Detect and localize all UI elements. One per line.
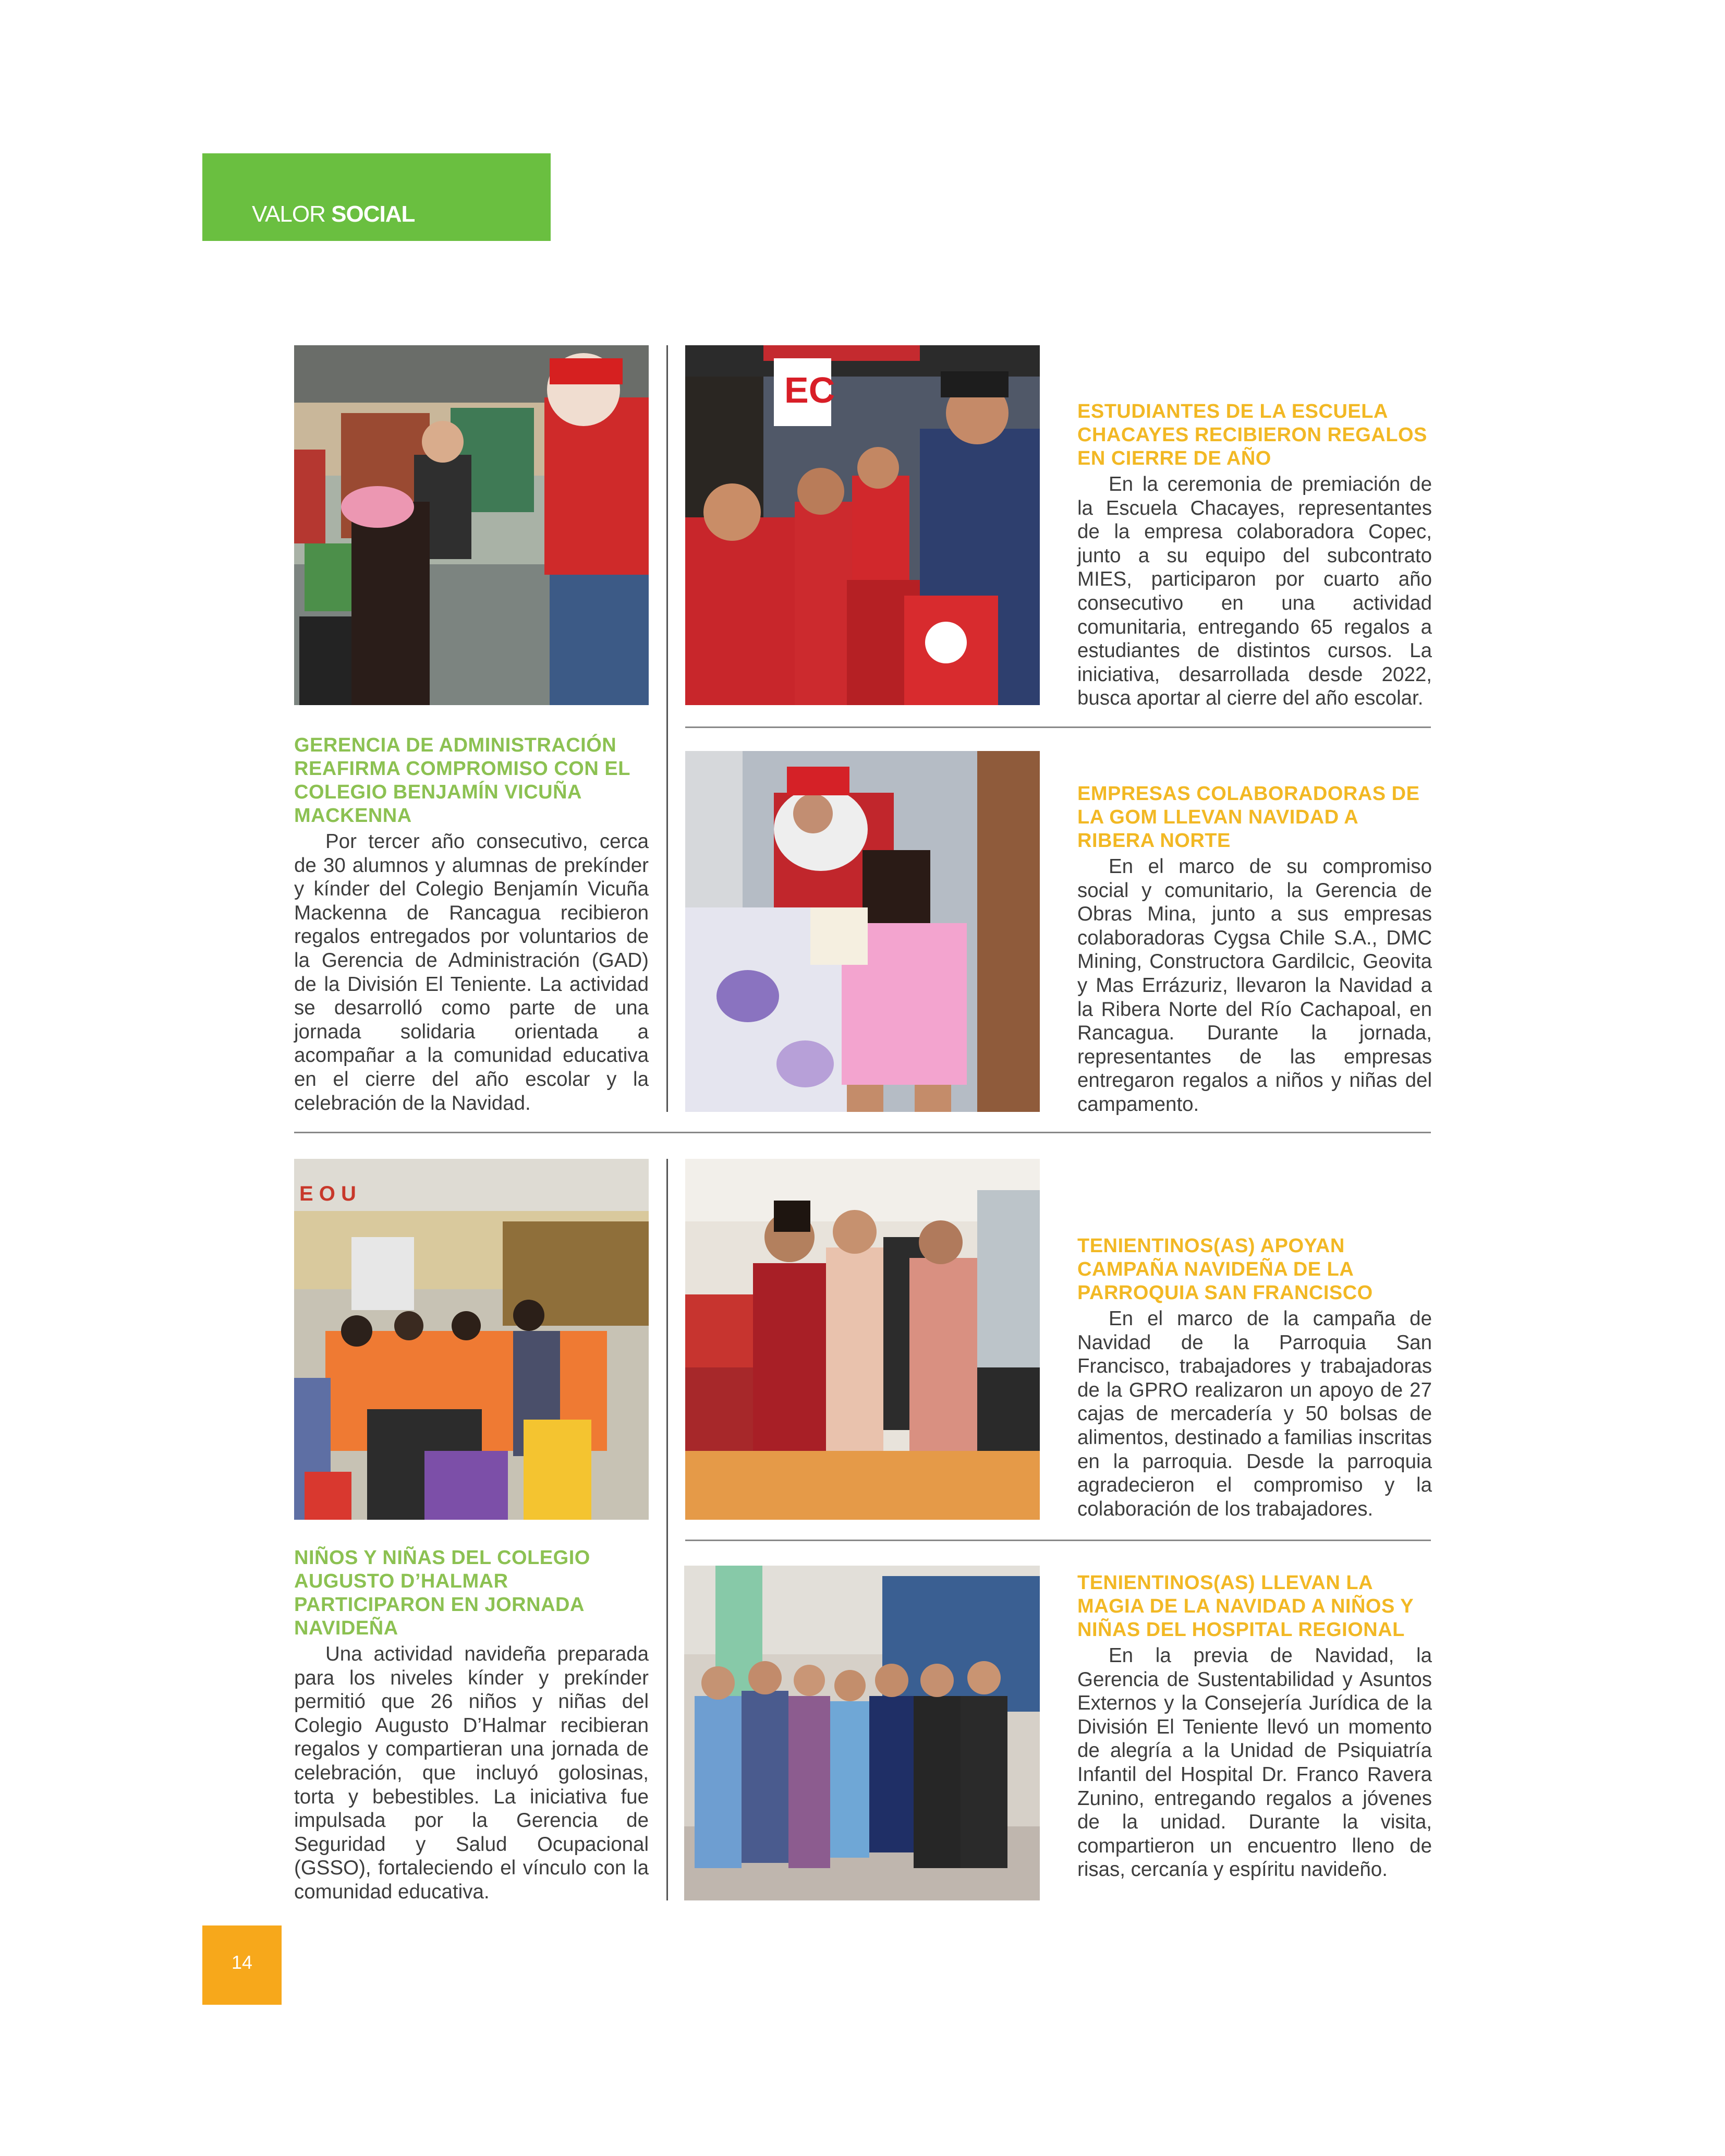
article-title: TENIENTINOS(AS) LLEVAN LA MAGIA DE LA NAVIDAD A NIÑOS Y NIÑAS DEL HOSPITAL REGIONAL [1077,1572,1414,1641]
divider [685,1540,1431,1541]
photo-hospital-staff [684,1566,1040,1900]
article-gom [1077,782,1432,1117]
article-body: En la ceremonia de premiación de la Escuela Chacayes, representantes de la empresa colaboradora Copec, junto a su equipo del subcontrato MIES, participaron por cuarto año consecutivo en una actividad comunitaria, entregando 65 regalos a estudiantes de distintos cursos. La iniciativa, desarrollada desde 2022, busca aportar al cierre del año escolar. [1077,473,1432,710]
section-label-bold: SOCIAL [331,201,415,227]
column-divider [666,1159,668,1900]
article-body: En el marco de su compromiso social y comunitario, la Gerencia de Obras Mina, junto a sus empresas colaboradoras Cygsa Chile S.A., DMC Mining, Constructora Gardilcic, Geovita y Mas Errázuriz, llevaron la Navidad a la Ribera Norte del Río Cachapoal, en Rancagua. Durante la jornada, representantes de las empresas entregaron regalos a niños y niñas del campamento. [1077,855,1432,1116]
svg-text:EC: EC [784,370,835,410]
article-dhalmar [294,1546,649,1904]
article-title: ESTUDIANTES DE LA ESCUELA CHACAYES RECIBIERON REGALOS EN CIERRE DE AÑO [1077,401,1427,469]
article-title: TENIENTINOS(AS) APOYAN CAMPAÑA NAVIDEÑA DE LA PARROQUIA SAN FRANCISCO [1077,1235,1373,1304]
article-gad [294,734,649,1115]
divider [294,1132,1431,1133]
article-title: EMPRESAS COLABORADORAS DE LA GOM LLEVAN NAVIDAD A RIBERA NORTE [1077,783,1420,852]
article-parroquia [1077,1234,1432,1521]
article-hospital [1077,1571,1432,1882]
article-body: Por tercer año consecutivo, cerca de 30 alumnos y alumnas de prekínder y kínder del Colegio Benjamín Vicuña Mackenna de Rancagua recibieron regalos entregados por voluntarios de la Gerencia de Administración (GAD) de la División El Teniente. La actividad se desarrolló como parte de una jornada solidaria orientada a acompañar a la comunidad educativa en el cierre del año escolar y la celebración de la Navidad. [294,830,649,1115]
photo-parroquia [685,1159,1040,1520]
section-label-light: VALOR [252,201,332,227]
photo-students-gifts [685,345,1040,705]
page-number: 14 [202,1925,282,2005]
photo-santa-volunteer [294,345,649,705]
divider [685,726,1431,728]
article-title: NIÑOS Y NIÑAS DEL COLEGIO AUGUSTO D’HALMAR PARTICIPARON EN JORNADA NAVIDEÑA [294,1547,590,1639]
column-divider [666,345,668,1112]
photo-santa-girl [685,751,1040,1112]
article-body: En el marco de la campaña de Navidad de la Parroquia San Francisco, trabajadores y trabajadoras de la GPRO realizaron un apoyo de 27 cajas de mercadería y 50 bolsas de alimentos, destinado a familias inscritas en la parroquia. Desde la parroquia agradecieron el compromiso y la colaboración de los trabajadores. [1077,1307,1432,1520]
section-tab [202,153,551,241]
article-title: GERENCIA DE ADMINISTRACIÓN REAFIRMA COMPROMISO CON EL COLEGIO BENJAMÍN VICUÑA MACKENNA [294,734,630,827]
svg-text:E O U: E O U [299,1182,356,1205]
photo-classroom [294,1159,649,1520]
article-body: Una actividad navideña preparada para los niveles kínder y prekínder permitió que 26 niños y niñas del Colegio Augusto D’Halmar recibieran regalos y compartieran una jornada de celebración, que incluyó golosinas, torta y bebestibles. La iniciativa fue impulsada por la Gerencia de Seguridad y Salud Ocupacional (GSSO), fortaleciendo el vínculo con la comunidad educativa. [294,1643,649,1903]
article-chacayes [1077,400,1432,710]
article-body: En la previa de Navidad, la Gerencia de Sustentabilidad y Asuntos Externos y la Consejería Jurídica de la División El Teniente llevó un momento de alegría a la Unidad de Psiquiatría Infantil del Hospital Dr. Franco Ravera Zunino, entregando regalos a jóvenes de la unidad. Durante la visita, compartieron un encuentro lleno de risas, cercanía y espíritu navideño. [1077,1644,1432,1881]
